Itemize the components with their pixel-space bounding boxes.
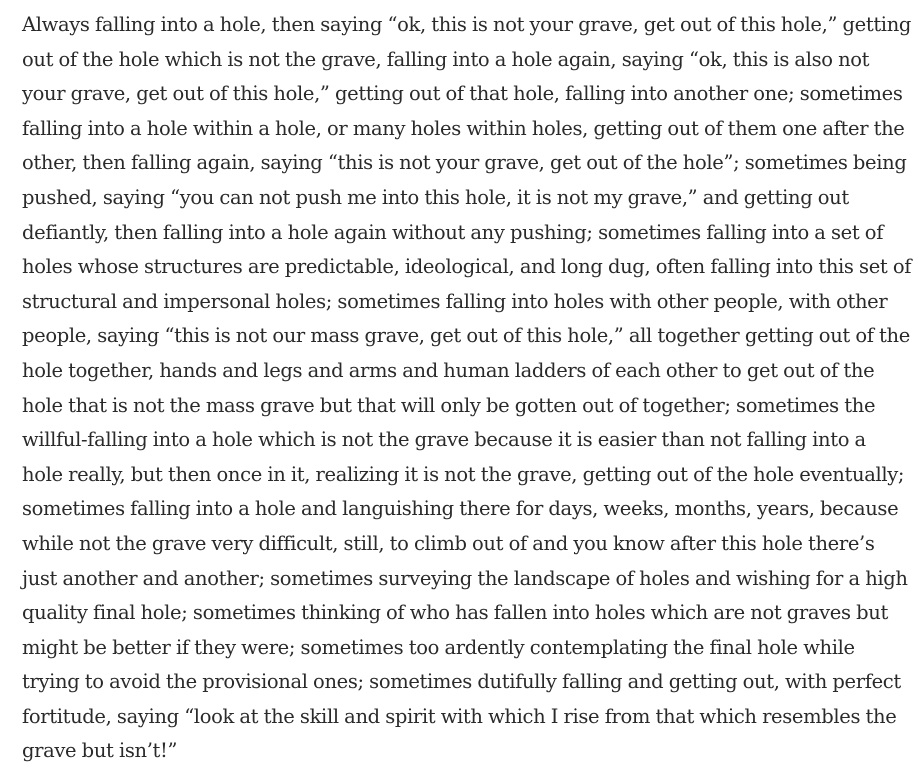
paragraph-line: Always falling into a hole, then saying “ok, this is not your grave, get out of this hole,” getting bbox=[22, 13, 912, 36]
paragraph-line: while not the grave very difficult, still, to climb out of and you know after this hole there’s bbox=[22, 531, 875, 555]
paragraph-line: grave but isn’t!” bbox=[22, 739, 178, 763]
paragraph-line: just another and another; sometimes surveying the landscape of holes and wishing for a high bbox=[22, 566, 908, 590]
paragraph-line: defiantly, then falling into a hole again without any pushing; sometimes falling into a set of bbox=[22, 220, 884, 244]
paragraph-line: might be better if they were; sometimes too ardently contemplating the final hole while bbox=[22, 635, 855, 659]
paragraph-line: out of the hole which is not the grave, falling into a hole again, saying “ok, this is also not bbox=[22, 47, 870, 71]
paragraph-line: trying to avoid the provisional ones; sometimes dutifully falling and getting out, with perfect bbox=[22, 670, 901, 694]
paragraph-line: hole really, but then once in it, realizing it is not the grave, getting out of the hole eventually; bbox=[22, 462, 905, 486]
paragraph-line: other, then falling again, saying “this is not your grave, get out of the hole”; sometimes being bbox=[22, 151, 907, 175]
paragraph-line: sometimes falling into a hole and languishing there for days, weeks, months, years, because bbox=[22, 497, 899, 521]
paragraph-line: hole that is not the mass grave but that will only be gotten out of together; sometimes the bbox=[22, 393, 876, 417]
paragraph-line: your grave, get out of this hole,” getting out of that hole, falling into another one; sometimes bbox=[22, 82, 903, 106]
paragraph-line: structural and impersonal holes; sometimes falling into holes with other people, with other bbox=[22, 289, 888, 313]
paragraph-line: fortitude, saying “look at the skill and spirit with which I rise from that which resembles the bbox=[22, 704, 897, 728]
paragraph-line: pushed, saying “you can not push me into this hole, it is not my grave,” and getting out bbox=[22, 185, 849, 209]
article-paragraph bbox=[22, 8, 911, 769]
paragraph-line: hole together, hands and legs and arms and human ladders of each other to get out of the bbox=[22, 358, 875, 382]
paragraph-line: willful-falling into a hole which is not the grave because it is easier than not falling into a bbox=[22, 428, 866, 452]
paragraph-line: falling into a hole within a hole, or many holes within holes, getting out of them one after the bbox=[22, 116, 905, 140]
paragraph-line: holes whose structures are predictable, ideological, and long dug, often falling into this set of bbox=[22, 255, 912, 279]
paragraph-line: people, saying “this is not our mass grave, get out of this hole,” all together getting out of the bbox=[22, 324, 910, 348]
paragraph-line: quality final hole; sometimes thinking of who has fallen into holes which are not graves but bbox=[22, 601, 888, 625]
